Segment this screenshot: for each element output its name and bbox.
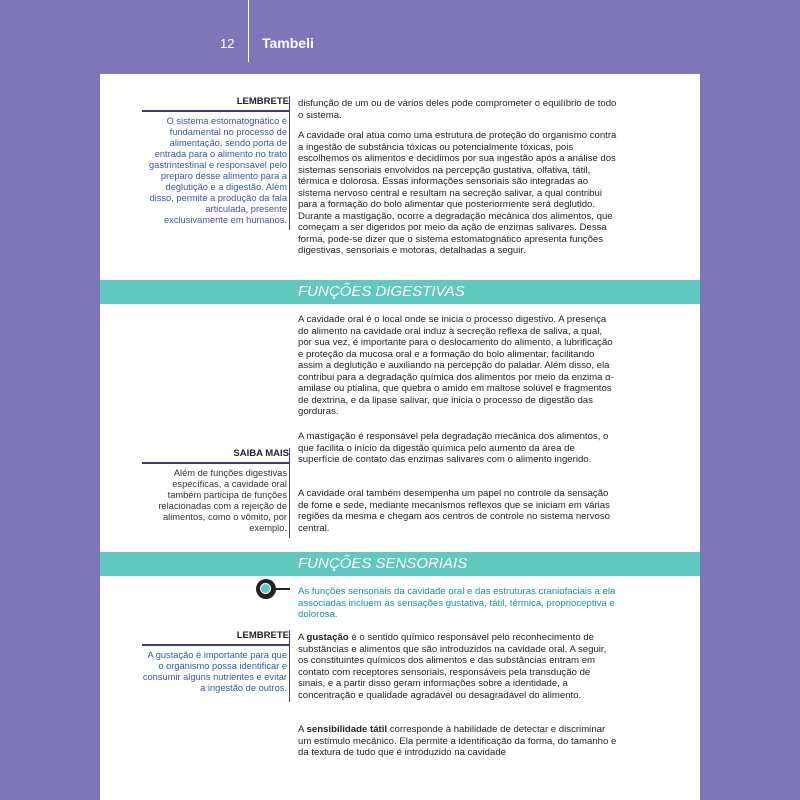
- saiba-mais-text: Além de funções digestivas específicas, a cavidade oral também participa de funções relacionadas com a rejeição de alimentos, como o vômito, por exemplo.: [158, 468, 287, 533]
- sensoriais-highlight: As funções sensoriais da cavidade oral e das estruturas craniofaciais a ela associadas incluem as sensações gustativa, tátil, térmica, proprioceptiva e dolorosa.: [298, 586, 616, 620]
- saiba-mais-box: [142, 448, 289, 534]
- sensoriais-paragraph-2: [298, 724, 618, 759]
- tatil-lead: A: [298, 724, 307, 735]
- lembrete-box-2: [142, 630, 289, 694]
- gustacao-term: gustação: [306, 632, 349, 643]
- section-band-digestivas: [100, 280, 700, 304]
- lembrete-title-1: LEMBRETE: [142, 96, 289, 112]
- header-bar: [100, 0, 700, 74]
- lembrete-title-2: LEMBRETE: [142, 630, 289, 646]
- lembrete-text-2: A gustação é importante para que o organismo possa identificar e consumir alguns nutrientes e evitar a ingestão de outros.: [142, 650, 287, 693]
- magnifier-lens: [260, 583, 271, 594]
- magnifier-icon: [256, 579, 276, 599]
- tatil-term: sensibilidade tátil: [306, 724, 388, 735]
- section-title-sensoriais: FUNÇÕES SENSORIAIS: [298, 555, 468, 572]
- gustacao-lead: A: [298, 632, 307, 643]
- lembrete-box-1: [142, 96, 289, 226]
- tatil-text: corresponde à habilidade de detectar e discriminar um estímulo mecânico. Ela permite a identificação da forma, do tamanho e da textura de tudo que é introduzido na cavidade: [298, 724, 617, 758]
- running-title: Tambeli: [262, 35, 314, 51]
- digestivas-paragraph-1: A cavidade oral é o local onde se inicia o processo digestivo. A presença do alimento na cavidade oral induz à secreção reflexa de saliva, a qual, por sua vez, é importante para o deslocamento do alimento, a lubrificação e proteção da mucosa oral e a formação do bolo alimentar, facilitando assim a deglutição e auxiliando na percepção do paladar. Além disso, ela contribui para a degradação química dos alimentos por meio da enzima α-amilase ou ptialina, que quebra o amido em maltose solúvel e fragmentos de dextrina, e da lipase salivar, que inicia o processo de digestão das gorduras.: [298, 314, 614, 417]
- digestivas-paragraph-3: A cavidade oral também desempenha um papel no controle da sensação de fome e sede, mediante mecanismos reflexos que se iniciam em várias regiões da mesma e chegam aos centros de controle no sistema nervoso central.: [298, 488, 610, 534]
- lembrete-text-1: O sistema estomatognático é fundamental no processo de alimentação, sendo porta de entrada para o alimento no trato gastrintestinal e responsável pelo preparo desse alimento para a deglutição e a digestão. Além disso, permite a produção da fala articulada, presente exclusivamente em humanos.: [149, 116, 287, 225]
- saiba-mais-title: SAIBA MAIS: [142, 448, 289, 464]
- gustacao-text: é o sentido químico responsável pelo reconhecimento de substâncias e alimentos que são introduzidos na cavidade oral. A seguir, os constituintes químicos dos alimentos e das substâncias entram em contato com receptores sensoriais, responsáveis pela transdução de sinais, e a partir disso geram informações sobre a identidade, a concentração e qualidade agradável ou desagradável do alimento.: [298, 632, 607, 701]
- intro-paragraph-1: disfunção de um ou de vários deles pode comprometer o equilíbrio de todo o sistema.: [298, 98, 617, 121]
- sensoriais-paragraph-1: [298, 632, 618, 701]
- page: [100, 74, 700, 800]
- digestivas-paragraph-2: A mastigação é responsável pela degradação mecânica dos alimentos, o que facilita o início da digestão química pelo aumento da área de superfície de contato das enzimas salivares com o alimento ingerido.: [298, 431, 609, 465]
- section-band-sensoriais: [100, 552, 700, 576]
- lembrete-rule-1: [289, 96, 290, 230]
- magnifier-pointer-line: [276, 588, 290, 590]
- header-divider: [248, 0, 249, 62]
- saiba-mais-rule: [289, 448, 290, 538]
- page-number: 12: [220, 36, 235, 51]
- section-title-digestivas: FUNÇÕES DIGESTIVAS: [298, 283, 465, 300]
- lembrete-rule-2: [289, 630, 290, 702]
- intro-paragraph-2: A cavidade oral atua como uma estrutura de proteção do organismo contra a ingestão de substância tóxicas ou potencialmente tóxicas, pois escolhemos os alimentos e decidimos por sua ingestão após a análise dos sistemas sensoriais envolvidos na percepção gustativa, olfativa, tátil, térmica e dolorosa. Essas informações sensoriais são integradas ao sistema nervoso central e resultam na secreção salivar, a qual contribui para a formação do bolo alimentar que posteriormente será deglutido. Durante a mastigação, ocorre a degradação mecânica dos alimentos, que começam a ser digeridos por meio da ação de enzimas salivares. Dessa forma, pode-se dizer que o sistema estomatognático apresenta funções digestivas, sensoriais e motoras, detalhadas a seguir.: [298, 130, 617, 256]
